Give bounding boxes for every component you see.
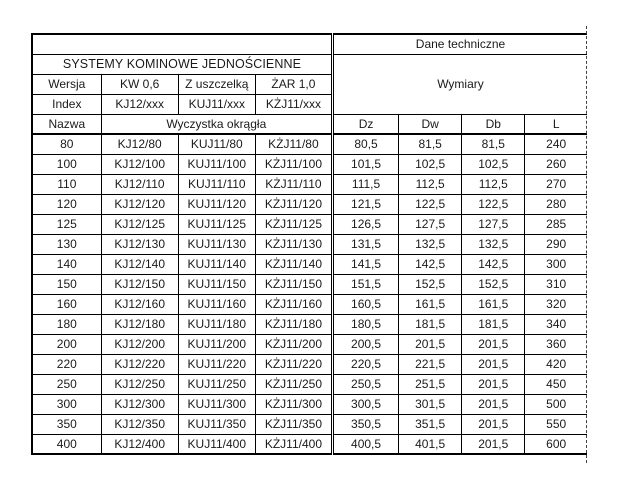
cell-l: 360 (525, 334, 587, 354)
cell-size: 150 (32, 274, 101, 294)
wersja-value-kw: KW 0,6 (101, 74, 178, 94)
cell-index-kj12: KJ12/100 (101, 154, 178, 174)
cell-dz: 300,5 (332, 394, 398, 414)
table-row (32, 154, 587, 174)
cell-db: 201,5 (462, 374, 525, 394)
cell-dz: 200,5 (332, 334, 398, 354)
cell-index-kzj11: KŻJ11/300 (255, 394, 332, 414)
cell-db: 81,5 (462, 134, 525, 154)
cell-dw: 112,5 (399, 174, 462, 194)
cell-size: 125 (32, 214, 101, 234)
cell-index-kuj11: KUJ11/250 (178, 374, 255, 394)
cell-index-kuj11: KUJ11/160 (178, 294, 255, 314)
cell-db: 201,5 (462, 354, 525, 374)
col-header-l: L (525, 114, 587, 134)
cell-dw: 201,5 (399, 334, 462, 354)
cell-index-kuj11: KUJ11/140 (178, 254, 255, 274)
cell-l: 285 (525, 214, 587, 234)
cell-index-kzj11: KŻJ11/80 (255, 134, 332, 154)
cell-index-kzj11: KŻJ11/180 (255, 314, 332, 334)
cell-index-kzj11: KŻJ11/130 (255, 234, 332, 254)
cell-l: 300 (525, 254, 587, 274)
cell-index-kj12: KJ12/250 (101, 374, 178, 394)
cell-l: 320 (525, 294, 587, 314)
header-row-dane-techniczne (32, 34, 587, 54)
empty-corner-cell (32, 34, 332, 54)
cell-l: 240 (525, 134, 587, 154)
cell-size: 120 (32, 194, 101, 214)
cell-index-kj12: KJ12/140 (101, 254, 178, 274)
cell-l: 260 (525, 154, 587, 174)
table-row (32, 194, 587, 214)
cell-index-kuj11: KUJ11/130 (178, 234, 255, 254)
cell-index-kj12: KJ12/130 (101, 234, 178, 254)
table-row (32, 254, 587, 274)
index-value-kzj11: KŻJ11/xxx (255, 94, 332, 114)
cell-index-kzj11: KŻJ11/125 (255, 214, 332, 234)
cell-dz: 250,5 (332, 374, 398, 394)
cell-index-kzj11: KŻJ11/350 (255, 414, 332, 434)
cell-db: 112,5 (462, 174, 525, 194)
index-value-kuj11: KUJ11/xxx (178, 94, 255, 114)
table-row (32, 354, 587, 374)
table-row (32, 314, 587, 334)
wersja-label: Wersja (32, 74, 101, 94)
table-row (32, 374, 587, 394)
cell-db: 201,5 (462, 334, 525, 354)
cell-db: 201,5 (462, 394, 525, 414)
nazwa-value: Wyczystka okrągła (101, 114, 332, 134)
cell-index-kj12: KJ12/120 (101, 194, 178, 214)
cell-db: 152,5 (462, 274, 525, 294)
cell-index-kzj11: KŻJ11/140 (255, 254, 332, 274)
table-row (32, 214, 587, 234)
cell-dw: 401,5 (399, 434, 462, 454)
cell-index-kj12: KJ12/160 (101, 294, 178, 314)
cell-dw: 301,5 (399, 394, 462, 414)
cell-db: 122,5 (462, 194, 525, 214)
header-row-title (32, 54, 587, 74)
cell-size: 100 (32, 154, 101, 174)
cell-l: 280 (525, 194, 587, 214)
header-row-nazwa-dims (32, 114, 587, 134)
cell-l: 310 (525, 274, 587, 294)
cell-index-kzj11: KŻJ11/150 (255, 274, 332, 294)
page-break-dashed-line (586, 26, 587, 463)
cell-index-kuj11: KUJ11/80 (178, 134, 255, 154)
table-row (32, 414, 587, 434)
cell-index-kuj11: KUJ11/350 (178, 414, 255, 434)
table-row (32, 274, 587, 294)
cell-dw: 81,5 (399, 134, 462, 154)
cell-index-kj12: KJ12/200 (101, 334, 178, 354)
cell-index-kuj11: KUJ11/400 (178, 434, 255, 454)
cell-index-kzj11: KŻJ11/110 (255, 174, 332, 194)
col-header-dw: Dw (399, 114, 462, 134)
table-row (32, 394, 587, 414)
cell-index-kzj11: KŻJ11/120 (255, 194, 332, 214)
cell-index-kzj11: KŻJ11/400 (255, 434, 332, 454)
cell-size: 220 (32, 354, 101, 374)
cell-size: 80 (32, 134, 101, 154)
cell-dw: 132,5 (399, 234, 462, 254)
cell-index-kuj11: KUJ11/100 (178, 154, 255, 174)
table-row (32, 174, 587, 194)
cell-size: 140 (32, 254, 101, 274)
cell-index-kj12: KJ12/220 (101, 354, 178, 374)
wersja-value-zar: ŻAR 1,0 (255, 74, 332, 94)
cell-db: 102,5 (462, 154, 525, 174)
cell-index-kuj11: KUJ11/120 (178, 194, 255, 214)
cell-index-kj12: KJ12/80 (101, 134, 178, 154)
cell-dw: 251,5 (399, 374, 462, 394)
index-label: Index (32, 94, 101, 114)
cell-size: 110 (32, 174, 101, 194)
wersja-value-uszczelka: Z uszczelką (178, 74, 255, 94)
cell-size: 200 (32, 334, 101, 354)
cell-dw: 152,5 (399, 274, 462, 294)
cell-index-kzj11: KŻJ11/100 (255, 154, 332, 174)
cell-dz: 121,5 (332, 194, 398, 214)
cell-dw: 221,5 (399, 354, 462, 374)
cell-index-kj12: KJ12/150 (101, 274, 178, 294)
cell-index-kuj11: KUJ11/180 (178, 314, 255, 334)
table-row (32, 334, 587, 354)
cell-dz: 180,5 (332, 314, 398, 334)
cell-dw: 127,5 (399, 214, 462, 234)
cell-db: 127,5 (462, 214, 525, 234)
cell-dz: 126,5 (332, 214, 398, 234)
table-row (32, 434, 587, 454)
cell-index-kuj11: KUJ11/200 (178, 334, 255, 354)
cell-index-kuj11: KUJ11/220 (178, 354, 255, 374)
cell-size: 180 (32, 314, 101, 334)
cell-l: 450 (525, 374, 587, 394)
col-header-db: Db (462, 114, 525, 134)
cell-db: 201,5 (462, 434, 525, 454)
cell-index-kuj11: KUJ11/125 (178, 214, 255, 234)
cell-l: 340 (525, 314, 587, 334)
cell-size: 250 (32, 374, 101, 394)
cell-index-kzj11: KŻJ11/250 (255, 374, 332, 394)
cell-dw: 122,5 (399, 194, 462, 214)
table-row (32, 234, 587, 254)
cell-dz: 141,5 (332, 254, 398, 274)
technical-data-table (31, 33, 587, 455)
cell-size: 400 (32, 434, 101, 454)
table-title: SYSTEMY KOMINOWE JEDNOŚCIENNE (32, 54, 332, 74)
cell-size: 300 (32, 394, 101, 414)
cell-index-kuj11: KUJ11/110 (178, 174, 255, 194)
cell-db: 132,5 (462, 234, 525, 254)
col-header-dz: Dz (332, 114, 398, 134)
cell-index-kzj11: KŻJ11/160 (255, 294, 332, 314)
cell-dw: 161,5 (399, 294, 462, 314)
cell-dz: 220,5 (332, 354, 398, 374)
section-title-dane-techniczne: Dane techniczne (332, 34, 587, 54)
cell-l: 550 (525, 414, 587, 434)
cell-dz: 101,5 (332, 154, 398, 174)
cell-dw: 102,5 (399, 154, 462, 174)
cell-db: 201,5 (462, 414, 525, 434)
cell-index-kj12: KJ12/180 (101, 314, 178, 334)
cell-index-kj12: KJ12/125 (101, 214, 178, 234)
cell-index-kuj11: KUJ11/150 (178, 274, 255, 294)
cell-dw: 181,5 (399, 314, 462, 334)
cell-dw: 142,5 (399, 254, 462, 274)
cell-dz: 131,5 (332, 234, 398, 254)
cell-l: 270 (525, 174, 587, 194)
cell-index-kj12: KJ12/110 (101, 174, 178, 194)
cell-db: 181,5 (462, 314, 525, 334)
cell-db: 161,5 (462, 294, 525, 314)
cell-dz: 80,5 (332, 134, 398, 154)
cell-index-kj12: KJ12/300 (101, 394, 178, 414)
table-row (32, 294, 587, 314)
cell-index-kzj11: KŻJ11/200 (255, 334, 332, 354)
cell-index-kzj11: KŻJ11/220 (255, 354, 332, 374)
cell-index-kj12: KJ12/350 (101, 414, 178, 434)
table-row (32, 134, 587, 154)
cell-l: 600 (525, 434, 587, 454)
cell-index-kj12: KJ12/400 (101, 434, 178, 454)
cell-dz: 151,5 (332, 274, 398, 294)
cell-size: 130 (32, 234, 101, 254)
cell-dz: 350,5 (332, 414, 398, 434)
cell-l: 290 (525, 234, 587, 254)
cell-l: 500 (525, 394, 587, 414)
cell-dz: 111,5 (332, 174, 398, 194)
cell-l: 420 (525, 354, 587, 374)
cell-size: 160 (32, 294, 101, 314)
cell-dw: 351,5 (399, 414, 462, 434)
cell-dz: 160,5 (332, 294, 398, 314)
nazwa-label: Nazwa (32, 114, 101, 134)
cell-size: 350 (32, 414, 101, 434)
index-value-kj12: KJ12/xxx (101, 94, 178, 114)
cell-db: 142,5 (462, 254, 525, 274)
cell-index-kuj11: KUJ11/300 (178, 394, 255, 414)
cell-dz: 400,5 (332, 434, 398, 454)
wymiary-header: Wymiary (332, 54, 587, 114)
